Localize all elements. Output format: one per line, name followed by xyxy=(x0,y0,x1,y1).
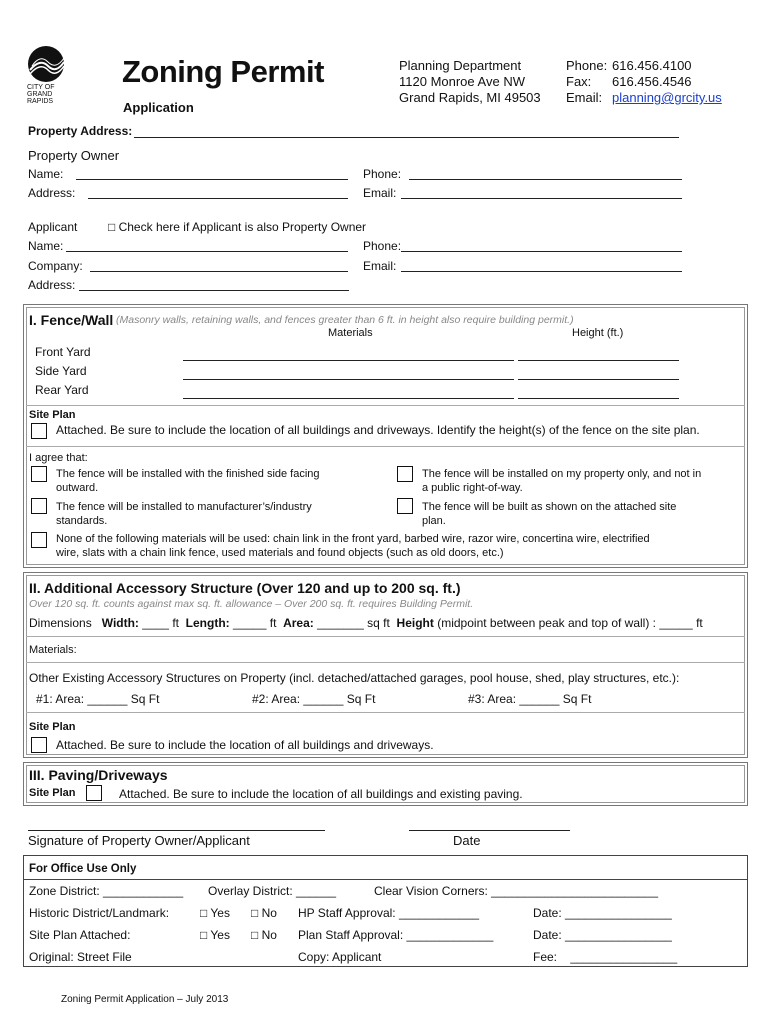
rear-yard-materials-field[interactable] xyxy=(183,398,514,399)
property-owner-heading: Property Owner xyxy=(28,148,120,163)
accessory-site-plan-text: Attached. Be sure to include the location of all buildings and driveways. xyxy=(56,738,434,752)
applicant-company-label: Company: xyxy=(28,259,83,273)
property-address-field[interactable] xyxy=(134,137,679,138)
accessory-note: Over 120 sq. ft. counts against max sq. ft. allowance – Over 200 sq. ft. requires Building Permit. xyxy=(29,598,474,610)
fee: Fee: ________________ xyxy=(533,950,678,964)
signature-label: Signature of Property Owner/Applicant xyxy=(28,833,250,848)
height-field[interactable]: _____ xyxy=(659,616,693,630)
owner-address-label: Address: xyxy=(28,186,76,200)
divider xyxy=(26,712,745,713)
clear-vision-field[interactable]: _________________________ xyxy=(491,884,659,898)
area-3: #3: Area: ______ Sq Ft xyxy=(468,692,592,706)
signature-date-label: Date xyxy=(453,833,481,848)
agree-site-plan-checkbox[interactable] xyxy=(397,498,413,514)
divider xyxy=(23,879,748,880)
applicant-name-label: Name: xyxy=(28,239,64,253)
owner-phone-label: Phone: xyxy=(363,167,402,181)
fence-row-label: Front Yard xyxy=(35,345,91,359)
owner-address-field[interactable] xyxy=(88,198,348,199)
owner-email-field[interactable] xyxy=(401,198,682,199)
historic-district-label: Historic District/Landmark: xyxy=(29,906,170,920)
agree-own-property-checkbox[interactable] xyxy=(397,466,413,482)
fence-heading: I. Fence/Wall xyxy=(29,312,114,328)
fence-note: (Masonry walls, retaining walls, and fences greater than 6 ft. in height also require building permit.) xyxy=(116,314,574,326)
applicant-same-checkbox[interactable] xyxy=(108,220,366,234)
area-2: #2: Area: ______ Sq Ft xyxy=(252,692,376,706)
applicant-phone-label: Phone: xyxy=(363,239,402,253)
paving-site-plan-checkbox[interactable] xyxy=(86,785,102,801)
historic-yes-option[interactable]: □ Yes xyxy=(200,906,230,920)
property-address-label: Property Address: xyxy=(28,124,133,138)
divider xyxy=(26,405,745,406)
hp-date-field[interactable]: ________________ xyxy=(565,906,672,920)
applicant-address-field[interactable] xyxy=(79,290,349,291)
fence-site-plan-heading: Site Plan xyxy=(29,409,76,421)
accessory-site-plan-checkbox[interactable] xyxy=(31,737,47,753)
signature-field[interactable] xyxy=(28,830,325,831)
zone-district-field[interactable]: ____________ xyxy=(103,884,184,898)
front-yard-height-field[interactable] xyxy=(518,360,679,361)
applicant-name-field[interactable] xyxy=(66,251,348,252)
paving-heading: III. Paving/Driveways xyxy=(29,767,168,783)
applicant-company-field[interactable] xyxy=(90,271,348,272)
other-structures-label: Other Existing Accessory Structures on Property (incl. detached/attached garages, pool house, shed, play structures, etc.): xyxy=(29,671,680,685)
owner-name-label: Name: xyxy=(28,167,64,181)
applicant-heading: Applicant xyxy=(28,220,78,234)
side-yard-height-field[interactable] xyxy=(518,379,679,380)
area-2-field[interactable]: ______ xyxy=(303,692,344,706)
fence-row-label: Rear Yard xyxy=(35,383,89,397)
phone-value: 616.456.4100 xyxy=(612,58,692,73)
plan-date-field[interactable]: ________________ xyxy=(565,928,672,942)
fax-value: 616.456.4546 xyxy=(612,74,692,89)
area-3-field[interactable]: ______ xyxy=(519,692,560,706)
length-field[interactable]: _____ xyxy=(233,616,267,630)
signature-date-field[interactable] xyxy=(409,830,570,831)
accessory-site-plan-heading: Site Plan xyxy=(29,721,76,733)
agree-site-plan-text: The fence will be built as shown on the attached site plan. xyxy=(422,501,677,527)
city-logo-icon xyxy=(26,44,66,84)
site-plan-yes-option[interactable]: □ Yes xyxy=(200,928,230,942)
fence-col-materials: Materials xyxy=(328,327,373,339)
divider xyxy=(26,636,745,637)
area-1-field[interactable]: ______ xyxy=(87,692,128,706)
area-1: #1: Area: ______ Sq Ft xyxy=(36,692,160,706)
plan-staff-field[interactable]: _____________ xyxy=(406,928,494,942)
department-address: Planning Department 1120 Monroe Ave NW Grand Rapids, MI 49503 xyxy=(399,58,541,105)
plan-date: Date: ________________ xyxy=(533,928,672,942)
email-link[interactable]: planning@grcity.us xyxy=(612,90,722,105)
zone-district: Zone District: ____________ xyxy=(29,884,184,898)
fence-row-label: Side Yard xyxy=(35,364,87,378)
paving-site-plan-label: Site Plan xyxy=(29,787,76,799)
rear-yard-height-field[interactable] xyxy=(518,398,679,399)
agree-materials-text: None of the following materials will be used: chain link in the front yard, barbed wire, razor wire, concertina wire, electrified wire, slats with a chain link fence, used materials and found objects (such as old doors, etc.) xyxy=(56,533,650,559)
site-plan-attached-label: Site Plan Attached: xyxy=(29,928,131,942)
side-yard-materials-field[interactable] xyxy=(183,379,514,380)
hp-staff-approval: HP Staff Approval: ____________ xyxy=(298,906,480,920)
clear-vision-corners: Clear Vision Corners: _________________________ xyxy=(374,884,659,898)
plan-staff-approval: Plan Staff Approval: _____________ xyxy=(298,928,494,942)
dimensions-row: Dimensions Width: ____ ft Length: _____ ft Area: _______ sq ft Height (midpoint between peak and top of wall) : _____ ft xyxy=(29,616,703,630)
applicant-email-label: Email: xyxy=(363,259,397,273)
agree-own-property-text: The fence will be installed on my property only, and not in a public right-of-way. xyxy=(422,468,702,494)
owner-phone-field[interactable] xyxy=(409,179,682,180)
hp-staff-field[interactable]: ____________ xyxy=(398,906,480,920)
page-subtitle: Application xyxy=(123,100,194,115)
fence-site-plan-text: Attached. Be sure to include the location of all buildings and driveways. Identify the height(s) of the fence on the site plan. xyxy=(56,423,700,437)
agree-materials-checkbox[interactable] xyxy=(31,532,47,548)
agree-finished-side-checkbox[interactable] xyxy=(31,466,47,482)
overlay-district-field[interactable]: ______ xyxy=(296,884,337,898)
materials-label: Materials: xyxy=(29,644,77,656)
fee-field[interactable]: ________________ xyxy=(570,950,678,964)
city-logo xyxy=(26,44,66,87)
checkbox-icon: □ xyxy=(108,220,116,234)
width-field[interactable]: ____ xyxy=(142,616,169,630)
accessory-heading: II. Additional Accessory Structure (Over 120 and up to 200 sq. ft.) xyxy=(29,580,461,596)
divider xyxy=(26,662,745,663)
agree-standards-text: The fence will be installed to manufacturer’s/industry standards. xyxy=(56,501,312,527)
contact-values xyxy=(612,58,722,106)
page-title: Zoning Permit xyxy=(122,54,324,89)
owner-name-field[interactable] xyxy=(76,179,348,180)
office-use-heading: For Office Use Only xyxy=(29,863,137,875)
fence-col-height: Height (ft.) xyxy=(572,327,624,339)
hp-date: Date: ________________ xyxy=(533,906,672,920)
fence-site-plan-checkbox[interactable] xyxy=(31,423,47,439)
divider xyxy=(26,446,745,447)
applicant-same-label: Check here if Applicant is also Property Owner xyxy=(118,220,367,234)
agree-standards-checkbox[interactable] xyxy=(31,498,47,514)
paving-site-plan-text: Attached. Be sure to include the location of all buildings and existing paving. xyxy=(119,787,523,801)
agree-finished-side-text: The fence will be installed with the finished side facing outward. xyxy=(56,468,320,494)
applicant-phone-field[interactable] xyxy=(401,251,682,252)
applicant-email-field[interactable] xyxy=(401,271,682,272)
contact-labels: Phone: Fax: Email: xyxy=(566,58,608,105)
copy-applicant: Copy: Applicant xyxy=(298,950,382,964)
footer-text: Zoning Permit Application – July 2013 xyxy=(61,994,229,1005)
applicant-address-label: Address: xyxy=(28,278,76,292)
original-street-file: Original: Street File xyxy=(29,950,132,964)
site-plan-no-option[interactable]: □ No xyxy=(251,928,277,942)
owner-email-label: Email: xyxy=(363,186,397,200)
historic-no-option[interactable]: □ No xyxy=(251,906,277,920)
logo-text: CITY OF GRAND RAPIDS xyxy=(27,84,55,105)
front-yard-materials-field[interactable] xyxy=(183,360,514,361)
overlay-district: Overlay District: ______ xyxy=(208,884,337,898)
agree-label: I agree that: xyxy=(29,452,88,464)
area-field[interactable]: _______ xyxy=(317,616,364,630)
